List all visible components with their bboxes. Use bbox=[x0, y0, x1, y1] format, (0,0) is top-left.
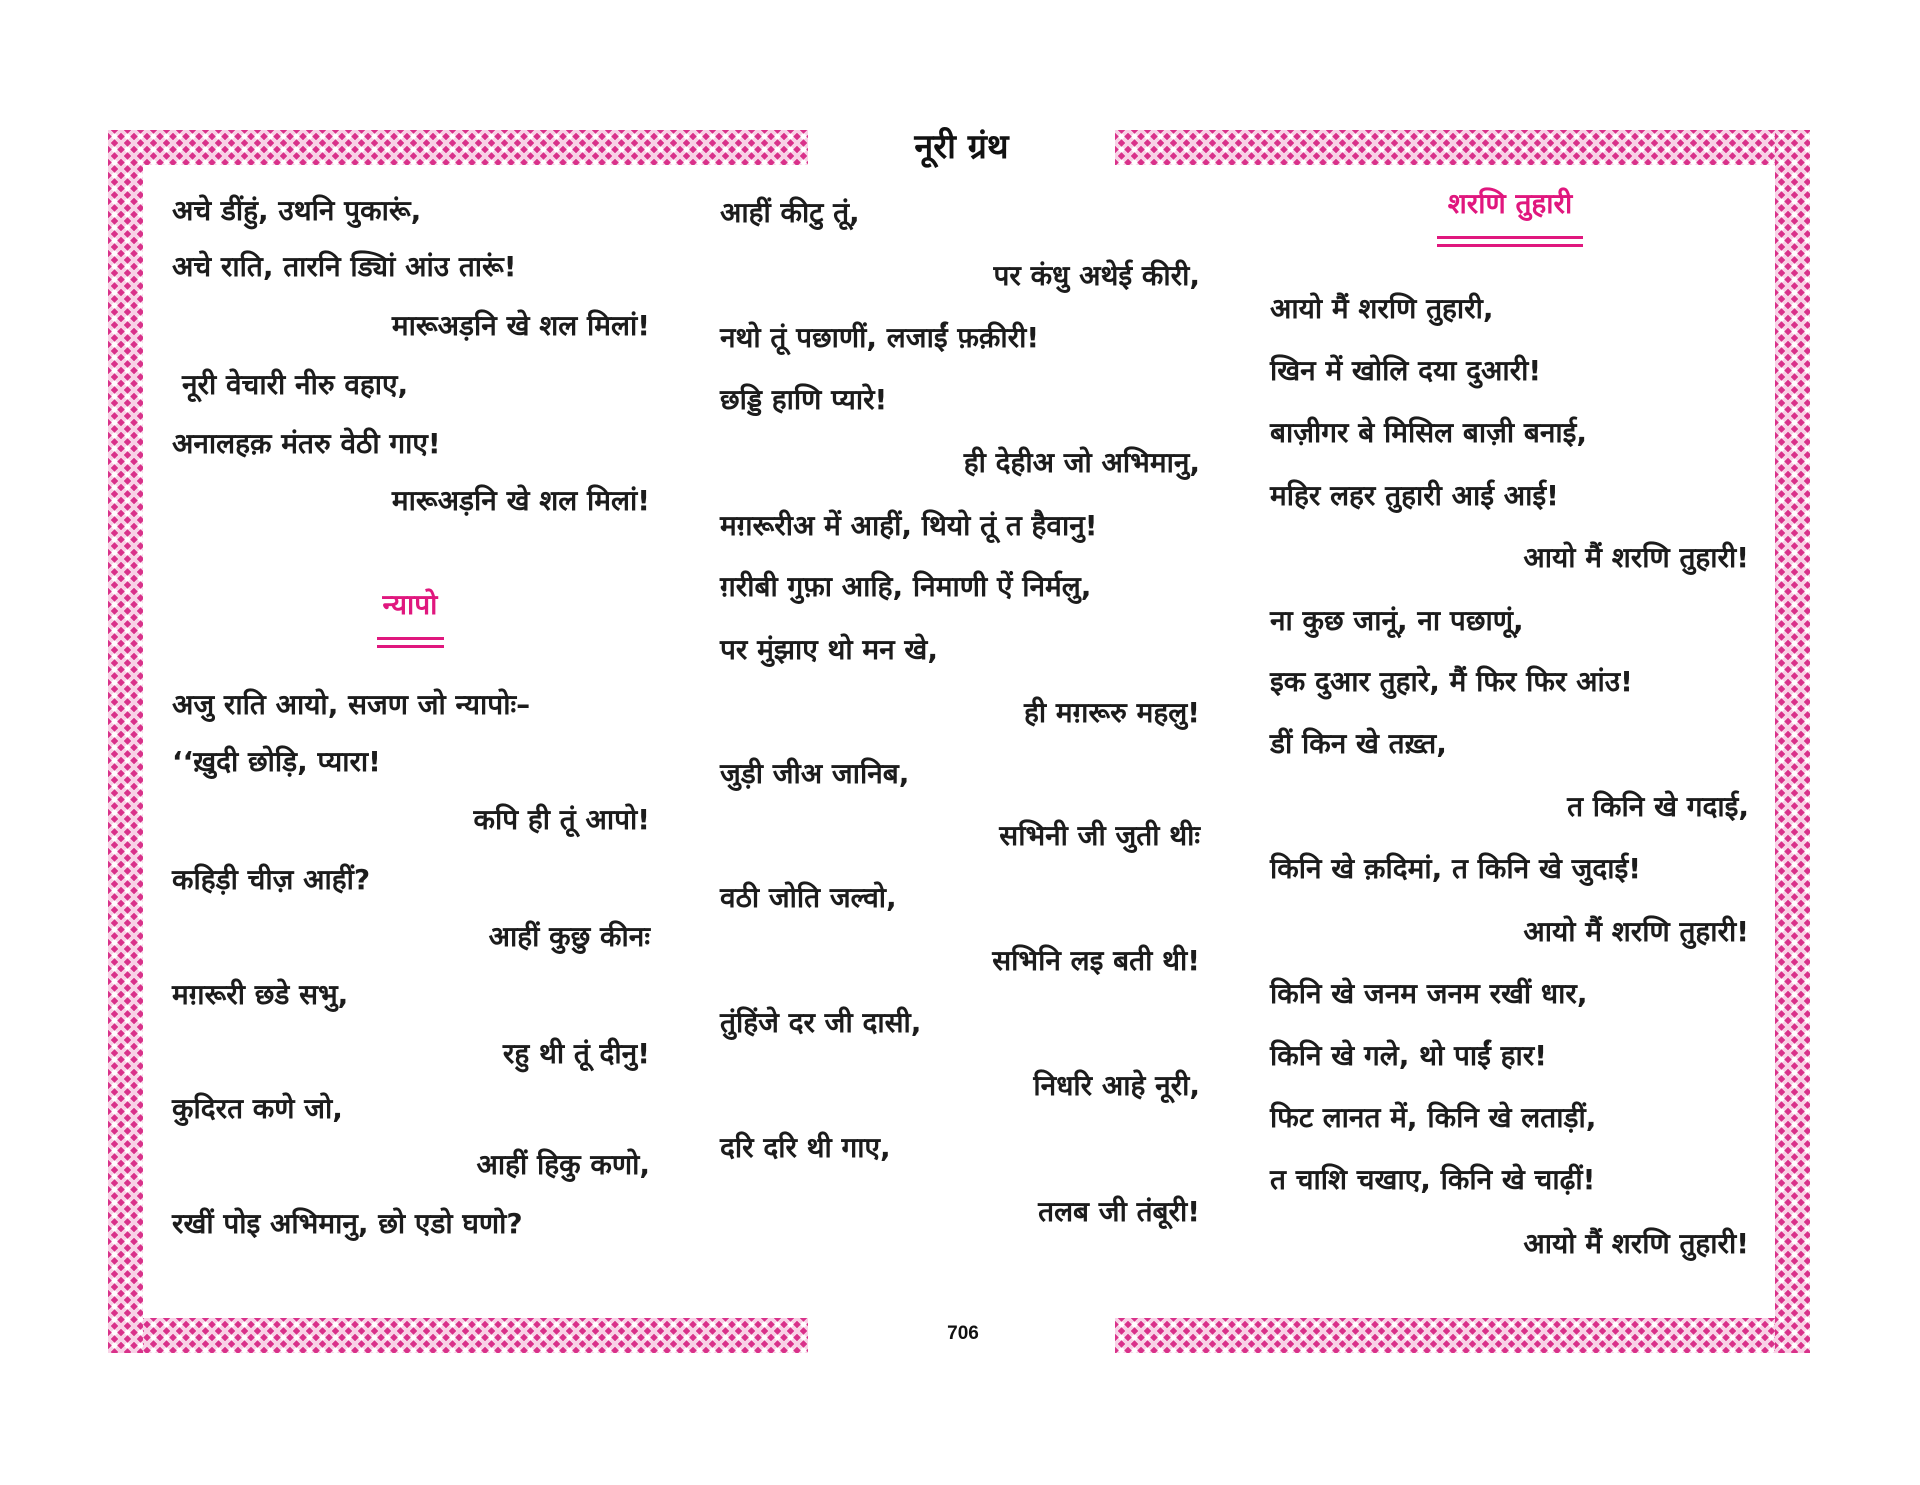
verse-line: आहीं हिकु कणो, bbox=[476, 1148, 650, 1181]
verse-line: बाज़ीगर बे मिसिल बाज़ी बनाई, bbox=[1270, 416, 1588, 449]
verse-line: रहु थी तूं दीनु! bbox=[502, 1037, 650, 1070]
verse-line: अचे डींहुं, उथनि पुकारूं, bbox=[172, 194, 422, 227]
verse-line: ग़रीबी गुफ़ा आहि, निमाणी ऐं निर्मलु, bbox=[720, 570, 1092, 603]
verse-line: ही देहीअ जो अभिमानु, bbox=[963, 446, 1200, 479]
verse-line: अनालहक़ मंतरु वेठी गाए! bbox=[172, 427, 441, 460]
heading-underline bbox=[1437, 244, 1583, 247]
verse-line: नूरी वेचारी नीरु वहाए, bbox=[182, 368, 409, 401]
verse-line: ‘‘ख़ुदी छोड़ि, प्यारा! bbox=[172, 745, 381, 778]
verse-line: सभिनि लइ बती थी! bbox=[992, 944, 1200, 977]
verse-line: तुंहिंजे दर जी दासी, bbox=[720, 1006, 922, 1039]
frame-border-right bbox=[1775, 130, 1810, 1353]
verse-line: त चाशि चखाए, किनि खे चाढ़ीं! bbox=[1270, 1163, 1596, 1196]
page-number: 706 bbox=[947, 1323, 979, 1344]
verse-line: आयो मैं शरणि तुहारी, bbox=[1270, 292, 1494, 325]
heading-underline bbox=[1437, 236, 1583, 239]
verse-line: पर कंधु अथेई कीरी, bbox=[993, 259, 1200, 292]
verse-line: कपि ही तूं आपो! bbox=[473, 803, 650, 836]
verse-line: महिर लहर तुहारी आई आई! bbox=[1270, 479, 1559, 512]
verse-line: तलब जी तंबूरी! bbox=[1038, 1195, 1200, 1228]
heading-underline bbox=[377, 645, 444, 648]
section-heading: न्यापो bbox=[382, 588, 438, 621]
verse-line: दरि दरि थी गाए, bbox=[720, 1131, 891, 1164]
verse-line: मारूअड़नि खे शल मिलां! bbox=[391, 309, 650, 342]
verse-line: मग़रूरी छडे सभु, bbox=[172, 978, 349, 1011]
verse-line: रखीं पोइ अभिमानु, छो एडो घणो? bbox=[172, 1207, 523, 1240]
verse-line: आहीं कुछु कीनः bbox=[488, 920, 650, 953]
frame-border-top-left bbox=[108, 130, 808, 165]
verse-line: वठी जोति जल्वो, bbox=[720, 881, 897, 914]
frame-border-bottom-left bbox=[108, 1318, 808, 1353]
verse-line: ना कुछ जानूं, ना पछाणूं, bbox=[1270, 604, 1524, 637]
verse-line: कहिड़ी चीज़ आहीं? bbox=[172, 863, 371, 896]
section-heading: शरणि तुहारी bbox=[1447, 187, 1573, 220]
verse-line: पर मुंझाए थो मन खे, bbox=[720, 633, 938, 666]
verse-line: डीं किन खे तख़्त, bbox=[1270, 727, 1447, 760]
verse-line: जुड़ी जीअ जानिब, bbox=[720, 757, 910, 790]
verse-line: आहीं कीटु तूं, bbox=[720, 196, 860, 229]
verse-line: त किनि खे गदाई, bbox=[1567, 790, 1749, 823]
verse-line: किनि खे जनम जनम रखीं धार, bbox=[1270, 977, 1588, 1010]
verse-line: निधरि आहे नूरी, bbox=[1033, 1069, 1200, 1102]
verse-line: खिन में खोलि दया दुआरी! bbox=[1270, 354, 1542, 387]
frame-border-top-right bbox=[1115, 130, 1810, 165]
verse-line: अजु राति आयो, सजण जो न्यापोः– bbox=[172, 688, 531, 721]
verse-line: नथो तूं पछाणीं, लजाईं फ़क़ीरी! bbox=[720, 321, 1040, 354]
verse-line: ही मग़रूरु महलु! bbox=[1024, 696, 1200, 729]
verse-line: आयो मैं शरणि तुहारी! bbox=[1523, 915, 1749, 948]
book-title: नूरी ग्रंथ bbox=[914, 127, 1009, 167]
verse-line: आयो मैं शरणि तुहारी! bbox=[1523, 541, 1749, 574]
frame-border-bottom-right bbox=[1115, 1318, 1810, 1353]
frame-border-left bbox=[108, 130, 143, 1353]
verse-line: किनि खे गले, थो पाईं हार! bbox=[1270, 1039, 1547, 1072]
verse-line: इक दुआर तुहारे, मैं फिर फिर आंउ! bbox=[1270, 665, 1633, 698]
verse-line: किनि खे क़दिमां, त किनि खे जुदाई! bbox=[1270, 852, 1642, 885]
verse-line: मारूअड़नि खे शल मिलां! bbox=[391, 484, 650, 517]
verse-line: सभिनी जी जुती थीः bbox=[999, 819, 1200, 852]
verse-line: फिट लानत में, किनि खे लताड़ीं, bbox=[1270, 1101, 1597, 1134]
verse-line: कुदिरत कणे जो, bbox=[172, 1092, 343, 1125]
verse-line: अचे राति, तारनि ड्यिां आंउ तारूं! bbox=[172, 250, 517, 283]
verse-line: छड्डि हाणि प्यारे! bbox=[720, 383, 888, 416]
verse-line: आयो मैं शरणि तुहारी! bbox=[1523, 1227, 1749, 1260]
verse-line: मग़रूरीअ में आहीं, थियो तूं त हैवानु! bbox=[720, 509, 1098, 542]
heading-underline bbox=[377, 637, 444, 640]
